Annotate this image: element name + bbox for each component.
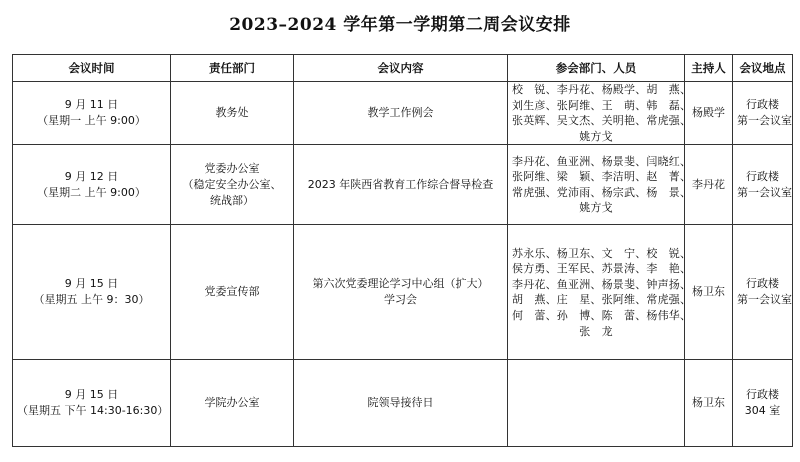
dept-line: 学院办公室 [204, 396, 260, 410]
attendees-line: 刘生彦、张阿维、王 萌、韩 磊、 [512, 98, 692, 112]
location-cell [733, 225, 793, 360]
responsible-dept-cell [171, 225, 294, 360]
meeting-time: （星期一 上午 9:00） [37, 114, 146, 128]
host-name: 杨卫东 [692, 396, 725, 410]
location-cell [733, 360, 793, 447]
host-name: 李丹花 [692, 177, 725, 191]
dept-line: （稳定安全办公室、 [182, 177, 282, 191]
attendees-line: 李丹花、鱼亚洲、杨景斐、闫晓红、 [512, 154, 692, 168]
table-row [13, 82, 793, 145]
attendees-line: 侯方勇、王军民、苏景涛、李 艳、 [512, 262, 692, 276]
attendees-line: 校 锐、李丹花、杨殿学、胡 燕、 [512, 83, 692, 96]
dept-line: 教务处 [215, 106, 249, 120]
dept-line: 党委宣传部 [204, 285, 260, 299]
table-header-row [13, 55, 793, 82]
host-name: 杨殿学 [692, 106, 725, 120]
attendees-line: 何 蕾、孙 博、陈 蕾、杨伟华、 [512, 308, 692, 322]
attendees-line: 姚方戈 [579, 129, 613, 143]
content-line: 学习会 [384, 293, 417, 307]
meeting-time: （星期五 上午 9：30） [33, 293, 150, 307]
attendees-line: 姚方戈 [579, 201, 613, 215]
content-line: 2023 年陕西省教育工作综合督导检查 [307, 177, 494, 191]
header-host: 主持人 [685, 55, 733, 82]
meeting-schedule-table [12, 54, 793, 447]
meeting-content-cell [294, 145, 508, 225]
attendees-cell [508, 145, 692, 225]
header-dept: 责任部门 [171, 55, 294, 82]
meeting-date: 9 月 15 日 [64, 388, 119, 402]
meeting-time: （星期二 上午 9:00） [37, 185, 146, 199]
header-location: 会议地点 [733, 55, 793, 82]
location-cell [733, 82, 793, 145]
meeting-date: 9 月 11 日 [64, 98, 119, 112]
location-line: 行政楼 [746, 388, 779, 402]
table-row [13, 225, 793, 360]
meeting-time-cell [13, 145, 171, 225]
host-cell [685, 82, 733, 145]
header-attendees: 参会部门、人员 [508, 55, 685, 82]
location-line: 第一会议室 [737, 114, 792, 128]
attendees-line: 常虎强、党沛雨、杨宗武、杨 景、 [512, 185, 692, 199]
content-line: 院领导接待日 [367, 396, 434, 410]
responsible-dept-cell [171, 145, 294, 225]
dept-line: 统战部） [210, 193, 254, 207]
location-line: 行政楼 [746, 169, 779, 183]
attendees-line: 张 龙 [579, 324, 613, 338]
page-title: 2023–2024 学年第一学期第二周会议安排 [229, 15, 571, 35]
location-line: 行政楼 [746, 277, 779, 291]
attendees-cell [508, 82, 692, 145]
table-row [13, 360, 793, 447]
location-line: 304 室 [744, 404, 781, 418]
meeting-date: 9 月 15 日 [64, 277, 119, 291]
attendees-cell [508, 360, 685, 447]
location-line: 第一会议室 [737, 185, 792, 199]
location-cell [733, 145, 793, 225]
meeting-content-cell [294, 225, 508, 360]
meeting-time-cell [13, 82, 171, 145]
attendees-line: 张阿维、梁 颖、李洁明、赵 菁、 [512, 170, 692, 184]
meeting-time-cell [13, 360, 171, 447]
meeting-content-cell [294, 82, 508, 145]
header-time: 会议时间 [13, 55, 171, 82]
attendees-cell [508, 225, 692, 360]
location-line: 第一会议室 [737, 293, 792, 307]
meeting-time: （星期五 下午 14:30-16:30） [17, 404, 169, 418]
table-row [13, 145, 793, 225]
responsible-dept-cell [171, 360, 294, 447]
meeting-date: 9 月 12 日 [64, 169, 119, 183]
meeting-content-cell [294, 360, 508, 447]
header-content: 会议内容 [294, 55, 508, 82]
host-cell [685, 145, 733, 225]
host-cell [685, 360, 733, 447]
location-line: 行政楼 [746, 98, 779, 112]
attendees-line: 苏永乐、杨卫东、文 宁、校 锐、 [512, 246, 692, 260]
attendees-line: 张英辉、吴文杰、关明艳、常虎强、 [512, 114, 692, 128]
host-name: 杨卫东 [692, 285, 725, 299]
content-line: 第六次党委理论学习中心组（扩大） [312, 277, 489, 291]
attendees-line: 李丹花、鱼亚洲、杨景斐、钟声扬、 [512, 277, 692, 291]
dept-line: 党委办公室 [204, 161, 260, 175]
host-cell [685, 225, 733, 360]
responsible-dept-cell [171, 82, 294, 145]
content-line: 教学工作例会 [367, 106, 434, 120]
meeting-time-cell [13, 225, 171, 360]
attendees-line: 胡 燕、庄 星、张阿维、常虎强、 [512, 293, 692, 307]
